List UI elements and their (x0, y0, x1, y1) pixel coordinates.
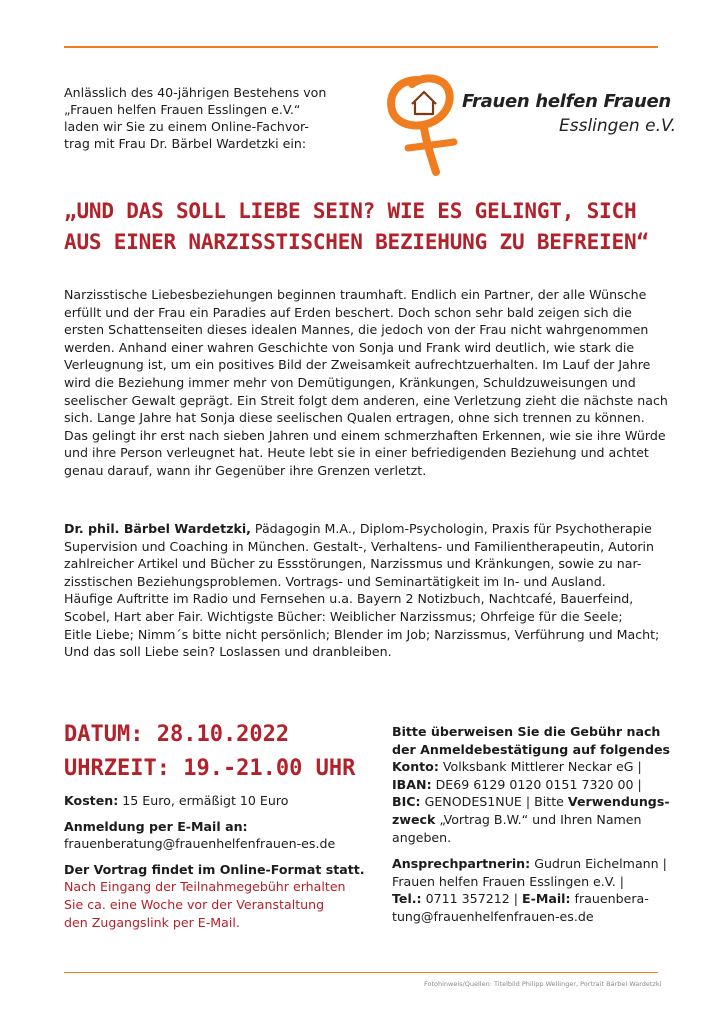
access-line: Nach Eingang der Teilnahmegebühr erhalten (64, 879, 346, 895)
bio-line: Scobel, Hart aber Fair. Wichtigste Bücher: Weiblicher Narzissmus; Ohrfeige für die Seele; (64, 608, 623, 624)
bio-first-line (64, 520, 664, 538)
iban-line (392, 776, 672, 794)
purpose-end: angeben. (392, 829, 452, 845)
payment-and-contact (392, 723, 672, 926)
paragraph-line: Verleugnung ist, um ein positives Bild der Zweisamkeit aufrechtzuerhalten. Im Lauf der Jahre (64, 357, 651, 373)
tel-label: Tel.: (392, 891, 422, 907)
konto-label: Konto: (392, 759, 439, 775)
bio-paragraph (64, 520, 664, 661)
paragraph-line: und ihre Person verleugnet hat. Heute lebt sie in einer befriedigenden Beziehung und achtet (64, 445, 649, 461)
paragraph-line: seelischer Gewalt geprägt. Ein Streit folgt dem anderen, eine Verletzung zieht die nächste nach (64, 392, 668, 408)
bio-line: zisstischen Beziehungsproblemen. Vortrags- und Seminartätigkeit im In- und Ausland. (64, 573, 606, 589)
photo-credit: Fotohinweis/Quellen: Titelbild Philipp Wellinger, Portrait Bärbel Wardetzki (424, 980, 662, 988)
bio-line: Häufige Auftritte im Radio und Fernsehen u.a. Bayern 2 Notizbuch, Nachtcafé, Bauerfeind, (64, 591, 634, 607)
bio-name: Dr. phil. Bärbel Wardetzki, (64, 521, 251, 536)
tel-value: 0711 357212 | (421, 891, 522, 907)
bio-line: Und das soll Liebe sein? Loslassen und dranbleiben. (64, 644, 392, 660)
logo-name: Frauen helfen Frauen (462, 91, 671, 112)
iban-value: DE69 6129 0120 0151 7320 00 | (431, 776, 642, 792)
costs (64, 792, 374, 810)
konto-line (392, 758, 672, 776)
description-paragraph (64, 286, 668, 480)
bio-line: Eitle Liebe; Nimm´s bitte nicht persönlich; Blender im Job; Narzissmus, Verführung und Macht; (64, 626, 660, 642)
top-divider (64, 46, 658, 48)
registration-label: Anmeldung per E-Mail an: (64, 818, 248, 834)
iban-label: IBAN: (392, 776, 432, 792)
email-part1[interactable]: frauenbera- (570, 891, 649, 907)
email-label: E-Mail: (522, 891, 571, 907)
purpose-label-end: zweck (392, 811, 436, 827)
access-line: Sie ca. eine Woche vor der Veranstaltung (64, 896, 325, 912)
contact-org: Frauen helfen Frauen Esslingen e.V. | (392, 873, 625, 889)
costs-label: Kosten: (64, 793, 119, 808)
paragraph-line: Das gelingt ihr erst nach sieben Jahren und einem schmerzhaften Erkennen, wie sie ihre Würde (64, 427, 666, 443)
format-note: Der Vortrag findet im Online-Format statt. (64, 861, 365, 877)
access-line: den Zugangslink per E-Mail. (64, 914, 240, 930)
payment-heading-line: der Anmeldebestätigung auf folgendes (392, 741, 671, 757)
bic-line (392, 793, 672, 811)
headline-line: „UND DAS SOLL LIEBE SEIN? WIE ES GELINGT, SICH (64, 199, 637, 223)
headline (64, 196, 684, 258)
paragraph-line: ersten Schattenseiten dieses idealen Mannes, die jedoch von der Frau nicht wahrgenommen (64, 322, 649, 338)
bio-line: zahlreicher Artikel und Bücher zu Essstörungen, Narzissmus und Kränkungen, sowie zu nar- (64, 556, 642, 572)
event-details (64, 718, 374, 931)
intro-line: „Frauen helfen Frauen Esslingen e.V.“ (64, 102, 301, 117)
paragraph-line: wird die Beziehung immer mehr von Demütigungen, Kränkungen, Schuldzuweisungen und (64, 374, 636, 390)
payment-heading-line: Bitte überweisen Sie die Gebühr nach (392, 724, 661, 739)
registration-email[interactable]: frauenberatung@frauenhelfenfrauen-es.de (64, 836, 336, 852)
konto-value: Volksbank Mittlerer Neckar eG | (438, 759, 642, 775)
paragraph-line: Narzisstische Liebesbeziehungen beginnen traumhaft. Endlich ein Partner, der alle Wünsche (64, 287, 647, 302)
logo-subtitle: Esslingen e.V. (559, 116, 677, 136)
paragraph-line: genau darauf, wann ihr Gegenüber ihre Grenzen verletzt. (64, 462, 427, 478)
purpose-value: „Vortrag B.W.“ und Ihren Namen (435, 811, 642, 827)
intro-line: Anlässlich des 40-jährigen Bestehens von (64, 85, 327, 100)
intro-line: trag mit Frau Dr. Bärbel Wardetzki ein: (64, 136, 307, 151)
event-date: DATUM: 28.10.2022 (64, 722, 290, 747)
contact-line (392, 855, 672, 873)
paragraph-line: werden. Anhand einer wahren Geschichte von Sonja und Frank wird deutlich, wie stark die (64, 339, 635, 355)
purpose-label: Verwendungs- (567, 794, 670, 810)
paragraph-line: erfüllt und der Frau ein Paradies auf Erden beschert. Doch schon sehr bald zeigen sich die (64, 304, 632, 320)
bic-value: GENODES1NUE | Bitte (420, 794, 568, 810)
intro-text (64, 84, 354, 152)
bio-first-rest: Pädagogin M.A., Diplom-Psychologin, Praxis für Psychotherapie (250, 521, 652, 536)
contact-label: Ansprechpartnerin: (392, 856, 531, 872)
costs-value: 15 Euro, ermäßigt 10 Euro (118, 793, 289, 808)
paragraph-line: sich. Lange Jahre hat Sonja diese seelischen Qualen ertragen, ohne sich trennen zu können. (64, 410, 645, 426)
purpose-line (392, 811, 672, 829)
event-time: UHRZEIT: 19.-21.00 UHR (64, 756, 356, 781)
contact-name: Gudrun Eichelmann | (530, 856, 667, 872)
email-part2[interactable]: tung@frauenhelfenfrauen-es.de (392, 908, 594, 924)
bic-label: BIC: (392, 794, 421, 810)
contact-tel-line (392, 890, 672, 908)
headline-line: AUS EINER NARZISSTISCHEN BEZIEHUNG ZU BEFREIEN“ (64, 230, 649, 254)
bio-line: Supervision und Coaching in München. Gestalt-, Verhaltens- und Familientherapeutin, Autorin (64, 538, 655, 554)
bottom-divider (64, 972, 658, 973)
intro-line: laden wir Sie zu einem Online-Fachvor- (64, 119, 309, 134)
